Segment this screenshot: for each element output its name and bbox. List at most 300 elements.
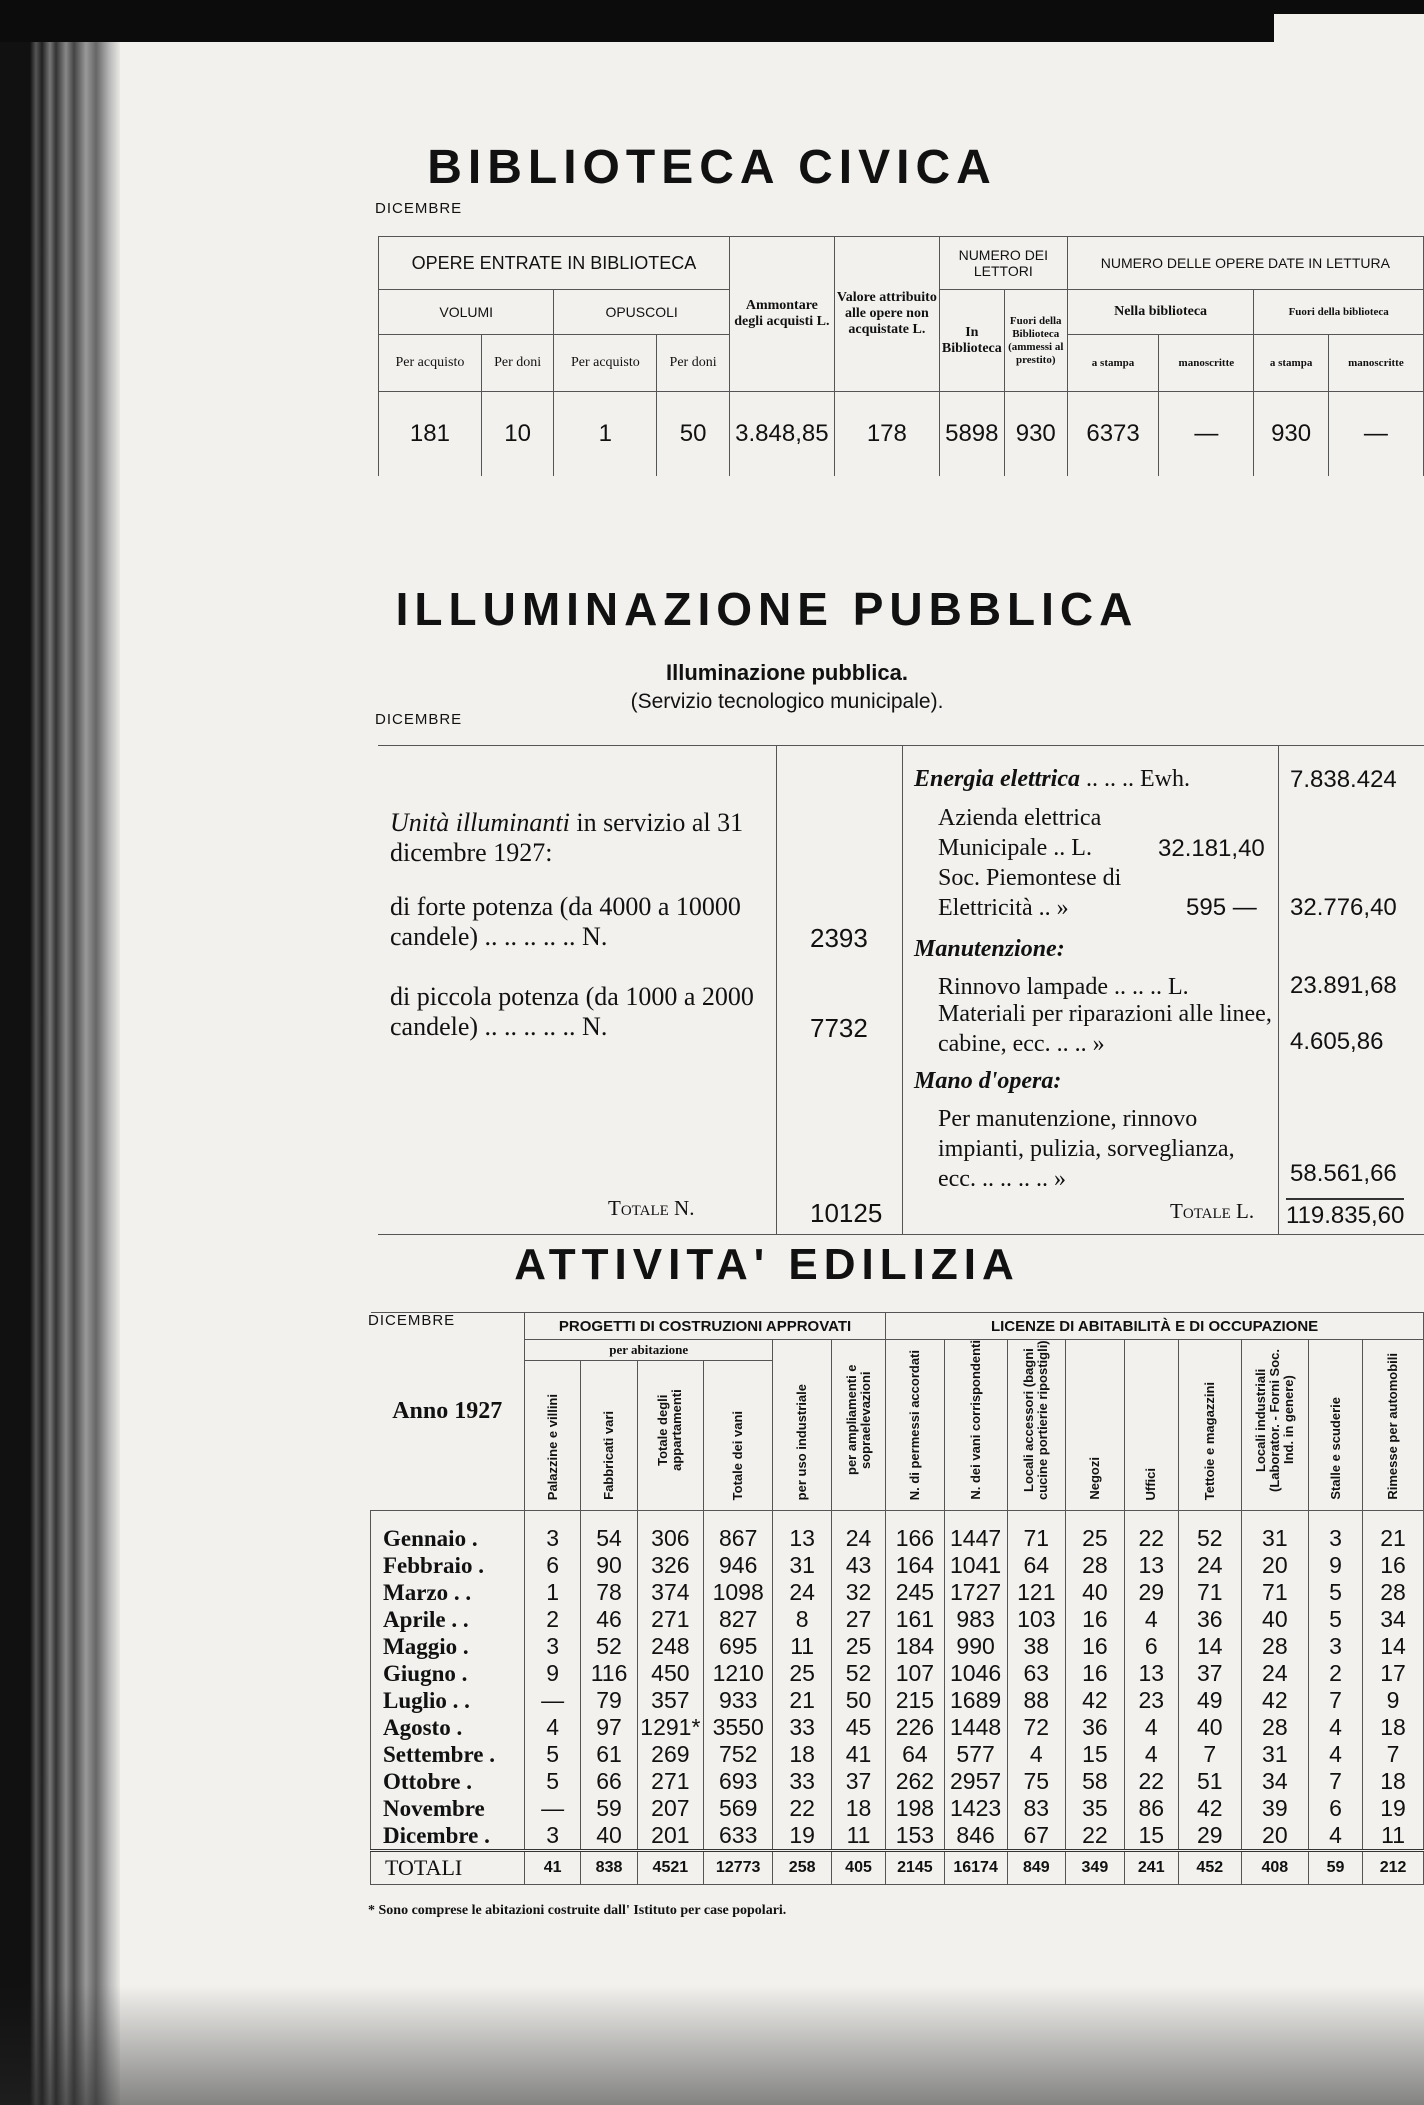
table-cell: 24 — [773, 1579, 832, 1606]
total-cell: 41 — [524, 1851, 580, 1885]
table-cell: 33 — [773, 1714, 832, 1741]
table-cell: 946 — [703, 1552, 772, 1579]
fuori-biblioteca-header: Fuori della Biblioteca (ammessi al prestito) — [1004, 290, 1067, 392]
illuminazione-month: DICEMBRE — [375, 711, 463, 728]
table-cell: 990 — [944, 1633, 1007, 1660]
table-cell: 6 — [524, 1552, 580, 1579]
per-manut-value: 58.561,66 — [1290, 1160, 1397, 1187]
table-cell: 4 — [1308, 1741, 1362, 1768]
month-label: Novembre — [371, 1795, 525, 1822]
table-cell: 14 — [1178, 1633, 1241, 1660]
rinnovo-label: Rinnovo lampade .. .. .. L. — [938, 974, 1189, 1000]
soc-value: 595 — — [1186, 894, 1257, 921]
table-cell: 1291* — [637, 1714, 703, 1741]
table-cell: 3 — [1308, 1633, 1362, 1660]
scan-bottom-shade — [0, 1985, 1424, 2105]
table-cell: 16 — [1363, 1552, 1424, 1579]
table-cell: 14 — [1363, 1633, 1424, 1660]
azienda-value: 32.181,40 — [1158, 835, 1265, 862]
table-cell: 8 — [773, 1606, 832, 1633]
total-cell: 849 — [1007, 1851, 1066, 1885]
table-cell: 13 — [1124, 1552, 1178, 1579]
table-cell: 52 — [1178, 1511, 1241, 1553]
table-cell: 43 — [831, 1552, 885, 1579]
table-cell: 18 — [1363, 1768, 1424, 1795]
table-cell: 1727 — [944, 1579, 1007, 1606]
in-biblioteca-header: In Biblioteca — [939, 290, 1004, 392]
table-cell: 1423 — [944, 1795, 1007, 1822]
col-header: Totale degli appartamenti — [655, 1389, 685, 1472]
table-cell: 262 — [886, 1768, 945, 1795]
table-cell: 23 — [1124, 1687, 1178, 1714]
edilizia-table — [370, 1312, 1424, 1885]
table-cell: 107 — [886, 1660, 945, 1687]
table-row — [371, 1687, 1424, 1714]
totale-l-label: Totale L. — [1170, 1199, 1255, 1223]
table-cell: 51 — [1178, 1768, 1241, 1795]
table-cell: 75 — [1007, 1768, 1066, 1795]
table-cell: 207 — [637, 1795, 703, 1822]
numero-lettori-header: NUMERO DEI LETTORI — [939, 237, 1067, 290]
table-cell: 271 — [637, 1768, 703, 1795]
table-cell: 58 — [1066, 1768, 1125, 1795]
table-cell: 25 — [1066, 1511, 1125, 1553]
biblioteca-title: BIBLIOTECA CIVICA — [427, 141, 997, 194]
table-cell: 79 — [581, 1687, 637, 1714]
table-cell: 66 — [581, 1768, 637, 1795]
table-cell: 7 — [1308, 1687, 1362, 1714]
table-cell: 846 — [944, 1822, 1007, 1851]
col-header: N. di permessi accordati — [906, 1349, 922, 1500]
table-cell: 5 — [524, 1768, 580, 1795]
vol-doni-header: Per doni — [481, 335, 554, 392]
opere-header: OPERE ENTRATE IN BIBLIOTECA — [379, 237, 730, 290]
month-label: Aprile . . — [371, 1606, 525, 1633]
bib-value: 930 — [1004, 392, 1067, 477]
table-cell: 13 — [1124, 1660, 1178, 1687]
table-cell: 49 — [1178, 1687, 1241, 1714]
col-header: Totale dei vani — [730, 1410, 746, 1500]
table-cell: 6 — [1308, 1795, 1362, 1822]
table-cell: 27 — [831, 1606, 885, 1633]
table-cell: 34 — [1241, 1768, 1308, 1795]
valore-header: Valore attribuito alle opere non acquistate L. — [834, 237, 939, 392]
table-cell: 22 — [1066, 1822, 1125, 1851]
table-cell: 450 — [637, 1660, 703, 1687]
table-cell: 1689 — [944, 1687, 1007, 1714]
opuscoli-header: OPUSCOLI — [554, 290, 729, 335]
col-header: per ampliamenti e sopraelevazioni — [843, 1364, 873, 1476]
table-cell: 3550 — [703, 1714, 772, 1741]
table-cell: 2 — [524, 1606, 580, 1633]
table-cell: 11 — [773, 1633, 832, 1660]
table-row — [371, 1822, 1424, 1851]
azienda-label: Azienda elettrica Municipale .. L. — [938, 805, 1102, 861]
table-cell: 4 — [1007, 1741, 1066, 1768]
total-cell: 212 — [1363, 1851, 1424, 1885]
table-cell: 827 — [703, 1606, 772, 1633]
table-cell: 1041 — [944, 1552, 1007, 1579]
table-cell: 226 — [886, 1714, 945, 1741]
table-cell: 29 — [1178, 1822, 1241, 1851]
table-cell: 15 — [1066, 1741, 1125, 1768]
edilizia-title: ATTIVITA' EDILIZIA — [514, 1240, 1020, 1289]
numero-opere-header: NUMERO DELLE OPERE DATE IN LETTURA — [1067, 237, 1423, 290]
materiali-label: Materiali per riparazioni alle linee, cabine, ecc. .. .. » — [938, 1001, 1272, 1057]
table-cell: 52 — [581, 1633, 637, 1660]
total-cell: 241 — [1124, 1851, 1178, 1885]
table-cell: 37 — [831, 1768, 885, 1795]
month-label: Settembre . — [371, 1741, 525, 1768]
table-cell: 40 — [581, 1822, 637, 1851]
bib-value: 50 — [657, 392, 730, 477]
table-cell: 18 — [773, 1741, 832, 1768]
table-cell: 18 — [1363, 1714, 1424, 1741]
table-cell: 306 — [637, 1511, 703, 1553]
book-spine-edge — [0, 42, 120, 2105]
table-cell: 116 — [581, 1660, 637, 1687]
table-cell: 4 — [1124, 1606, 1178, 1633]
table-cell: 29 — [1124, 1579, 1178, 1606]
total-cell: 4521 — [637, 1851, 703, 1885]
table-cell: 9 — [1308, 1552, 1362, 1579]
table-cell: 42 — [1241, 1687, 1308, 1714]
table-cell: 1447 — [944, 1511, 1007, 1553]
totale-n-value: 10125 — [810, 1198, 883, 1228]
table-cell: 71 — [1007, 1511, 1066, 1553]
progetti-header: PROGETTI DI COSTRUZIONI APPROVATI — [524, 1313, 885, 1340]
edilizia-month: DICEMBRE — [368, 1312, 456, 1329]
table-cell: 933 — [703, 1687, 772, 1714]
energia-value: 7.838.424 — [1290, 766, 1397, 793]
table-cell: — — [524, 1795, 580, 1822]
table-cell: 16 — [1066, 1660, 1125, 1687]
table-row — [371, 1552, 1424, 1579]
mano-label: Mano d'opera: — [914, 1068, 1062, 1094]
table-cell: 121 — [1007, 1579, 1066, 1606]
table-cell: 40 — [1241, 1606, 1308, 1633]
table-cell: 695 — [703, 1633, 772, 1660]
month-label: Marzo . . — [371, 1579, 525, 1606]
month-label: Luglio . . — [371, 1687, 525, 1714]
bib-value: 178 — [834, 392, 939, 477]
col-header: Negozi — [1086, 1457, 1102, 1500]
scan-top-border — [0, 0, 1424, 42]
table-cell: 752 — [703, 1741, 772, 1768]
table-cell: 161 — [886, 1606, 945, 1633]
illuminazione-subtitle: Illuminazione pubblica. — [665, 660, 909, 685]
table-cell: 72 — [1007, 1714, 1066, 1741]
table-cell: 83 — [1007, 1795, 1066, 1822]
table-cell: 24 — [1241, 1660, 1308, 1687]
table-cell: 3 — [524, 1633, 580, 1660]
table-cell: 271 — [637, 1606, 703, 1633]
table-cell: 31 — [1241, 1511, 1308, 1553]
table-cell: 64 — [886, 1741, 945, 1768]
footnote: * Sono comprese le abitazioni costruite dall' Istituto per case popolari. — [368, 1903, 787, 1918]
month-label: Giugno . — [371, 1660, 525, 1687]
table-cell: 20 — [1241, 1552, 1308, 1579]
total-cell: 258 — [773, 1851, 832, 1885]
table-cell: — — [524, 1687, 580, 1714]
forte-value: 2393 — [810, 923, 868, 953]
table-cell: 97 — [581, 1714, 637, 1741]
table-cell: 3 — [1308, 1511, 1362, 1553]
table-cell: 103 — [1007, 1606, 1066, 1633]
table-cell: 45 — [831, 1714, 885, 1741]
table-cell: 2957 — [944, 1768, 1007, 1795]
table-cell: 5 — [524, 1741, 580, 1768]
table-cell: 1046 — [944, 1660, 1007, 1687]
table-cell: 248 — [637, 1633, 703, 1660]
table-cell: 36 — [1178, 1606, 1241, 1633]
table-cell: 4 — [1308, 1822, 1362, 1851]
table-cell: 28 — [1066, 1552, 1125, 1579]
totali-row — [371, 1851, 1424, 1885]
table-cell: 34 — [1363, 1606, 1424, 1633]
totali-label: TOTALI — [371, 1851, 525, 1885]
table-cell: 4 — [524, 1714, 580, 1741]
table-cell: 7 — [1308, 1768, 1362, 1795]
scan-corner — [1274, 14, 1424, 46]
bib-value: 6373 — [1067, 392, 1159, 477]
table-cell: 24 — [1178, 1552, 1241, 1579]
month-label: Ottobre . — [371, 1768, 525, 1795]
table-cell: 983 — [944, 1606, 1007, 1633]
table-cell: 201 — [637, 1822, 703, 1851]
total-cell: 405 — [831, 1851, 885, 1885]
month-label: Agosto . — [371, 1714, 525, 1741]
table-cell: 24 — [831, 1511, 885, 1553]
table-cell: 50 — [831, 1687, 885, 1714]
table-cell: 184 — [886, 1633, 945, 1660]
table-cell: 11 — [1363, 1822, 1424, 1851]
table-cell: 38 — [1007, 1633, 1066, 1660]
table-cell: 1210 — [703, 1660, 772, 1687]
month-label: Maggio . — [371, 1633, 525, 1660]
edilizia-body — [371, 1511, 1424, 1851]
table-cell: 46 — [581, 1606, 637, 1633]
col-header: Palazzine e villini — [544, 1393, 560, 1500]
table-cell: 16 — [1066, 1633, 1125, 1660]
table-cell: 67 — [1007, 1822, 1066, 1851]
nella-biblioteca-header: Nella biblioteca — [1067, 290, 1254, 335]
table-cell: 17 — [1363, 1660, 1424, 1687]
table-cell: 11 — [831, 1822, 885, 1851]
table-row — [371, 1511, 1424, 1553]
bib-value: 181 — [379, 392, 482, 477]
table-cell: 78 — [581, 1579, 637, 1606]
fuori-manoscritte-header: manoscritte — [1328, 335, 1423, 392]
table-cell: 357 — [637, 1687, 703, 1714]
table-cell: 7 — [1363, 1741, 1424, 1768]
month-label: Febbraio . — [371, 1552, 525, 1579]
rinnovo-value: 23.891,68 — [1290, 972, 1397, 999]
table-row — [371, 1795, 1424, 1822]
energia-total: 32.776,40 — [1290, 894, 1397, 921]
ammontare-header: Ammontare degli acquisti L. — [729, 237, 834, 392]
table-cell: 1098 — [703, 1579, 772, 1606]
table-cell: 21 — [773, 1687, 832, 1714]
table-cell: 215 — [886, 1687, 945, 1714]
anno-header: Anno 1927 — [371, 1313, 525, 1511]
table-cell: 9 — [1363, 1687, 1424, 1714]
table-cell: 86 — [1124, 1795, 1178, 1822]
licenze-header: LICENZE DI ABITABILITÀ E DI OCCUPAZIONE — [886, 1313, 1424, 1340]
table-row — [371, 1579, 1424, 1606]
table-cell: 166 — [886, 1511, 945, 1553]
table-cell: 63 — [1007, 1660, 1066, 1687]
table-cell: 36 — [1066, 1714, 1125, 1741]
table-cell: 20 — [1241, 1822, 1308, 1851]
nella-manoscritte-header: manoscritte — [1159, 335, 1254, 392]
table-cell: 198 — [886, 1795, 945, 1822]
table-cell: 22 — [1124, 1768, 1178, 1795]
biblioteca-table — [378, 236, 1424, 476]
energia-label: Energia elettrica — [914, 766, 1080, 792]
vol-acquisto-header: Per acquisto — [379, 335, 482, 392]
table-row — [371, 1606, 1424, 1633]
table-cell: 4 — [1124, 1714, 1178, 1741]
table-cell: 32 — [831, 1579, 885, 1606]
table-cell: 245 — [886, 1579, 945, 1606]
bib-value: 930 — [1254, 392, 1328, 477]
table-cell: 693 — [703, 1768, 772, 1795]
table-cell: 71 — [1241, 1579, 1308, 1606]
table-cell: 3 — [524, 1511, 580, 1553]
table-cell: 31 — [773, 1552, 832, 1579]
illuminazione-title: ILLUMINAZIONE PUBBLICA — [395, 583, 1139, 635]
table-cell: 21 — [1363, 1511, 1424, 1553]
manutenzione-label: Manutenzione: — [914, 936, 1065, 962]
bib-value: 3.848,85 — [729, 392, 834, 477]
table-cell: 42 — [1178, 1795, 1241, 1822]
col-header: per uso industriale — [794, 1383, 810, 1500]
table-cell: 374 — [637, 1579, 703, 1606]
col-header: Locali accessori (bagni cucine portierie ripostigli) — [1021, 1340, 1051, 1500]
table-cell: 19 — [773, 1822, 832, 1851]
table-cell: 9 — [524, 1660, 580, 1687]
table-cell: 2 — [1308, 1660, 1362, 1687]
bib-value: 1 — [554, 392, 657, 477]
nella-stampa-header: a stampa — [1067, 335, 1159, 392]
table-row — [371, 1714, 1424, 1741]
col-header: Rimesse per automobili — [1385, 1353, 1401, 1500]
table-cell: 4 — [1124, 1741, 1178, 1768]
fuori-della-header: Fuori della biblioteca — [1254, 290, 1424, 335]
col-header: Stalle e scuderie — [1327, 1397, 1343, 1500]
col-header: Fabbricati vari — [601, 1411, 617, 1500]
table-cell: 153 — [886, 1822, 945, 1851]
col-header: N. dei vani corrispondenti — [967, 1340, 983, 1500]
table-cell: 4 — [1308, 1714, 1362, 1741]
table-cell: 326 — [637, 1552, 703, 1579]
table-cell: 6 — [1124, 1633, 1178, 1660]
table-cell: 25 — [831, 1633, 885, 1660]
total-cell: 452 — [1178, 1851, 1241, 1885]
total-cell: 16174 — [944, 1851, 1007, 1885]
table-cell: 164 — [886, 1552, 945, 1579]
table-cell: 37 — [1178, 1660, 1241, 1687]
piccola-value: 7732 — [810, 1013, 868, 1043]
table-cell: 1 — [524, 1579, 580, 1606]
table-row — [371, 1741, 1424, 1768]
col-header: Tettoie e magazzini — [1201, 1381, 1217, 1500]
totale-n-label: Totale N. — [608, 1196, 695, 1220]
forte-label: di forte potenza (da 4000 a 10000 candele) .. .. .. .. .. N. — [390, 892, 741, 951]
total-cell: 2145 — [886, 1851, 945, 1885]
bib-value: — — [1159, 392, 1254, 477]
table-row — [371, 1768, 1424, 1795]
table-cell: 3 — [524, 1822, 580, 1851]
illuminazione-subtitle2: (Servizio tecnologico municipale). — [630, 690, 944, 713]
col-header: Locali industriali (Laborator. - Forni Soc. Ind. in genere) — [1252, 1348, 1296, 1492]
table-cell: 18 — [831, 1795, 885, 1822]
table-cell: 25 — [773, 1660, 832, 1687]
totale-l-value: 119.835,60 — [1286, 1198, 1404, 1230]
table-cell: 867 — [703, 1511, 772, 1553]
table-cell: 40 — [1066, 1579, 1125, 1606]
table-cell: 31 — [1241, 1741, 1308, 1768]
bib-value: 10 — [481, 392, 554, 477]
table-cell: 35 — [1066, 1795, 1125, 1822]
per-manut-label: Per manutenzione, rinnovo impianti, pulizia, sorveglianza, ecc. .. .. .. .. » — [938, 1106, 1235, 1192]
total-cell: 838 — [581, 1851, 637, 1885]
table-cell: 633 — [703, 1822, 772, 1851]
per-abitazione-header: per abitazione — [524, 1340, 772, 1361]
table-cell: 90 — [581, 1552, 637, 1579]
table-cell: 40 — [1178, 1714, 1241, 1741]
table-cell: 28 — [1363, 1579, 1424, 1606]
soc-label: Soc. Piemontese di Elettricità .. » — [938, 865, 1122, 921]
total-cell: 408 — [1241, 1851, 1308, 1885]
month-label: Gennaio . — [371, 1511, 525, 1553]
biblioteca-month: DICEMBRE — [375, 200, 463, 217]
energia-dots: .. .. .. Ewh. — [1085, 766, 1190, 792]
table-cell: 577 — [944, 1741, 1007, 1768]
total-cell: 59 — [1308, 1851, 1362, 1885]
total-cell: 349 — [1066, 1851, 1125, 1885]
table-cell: 64 — [1007, 1552, 1066, 1579]
table-cell: 42 — [1066, 1687, 1125, 1714]
col-header: Uffici — [1143, 1467, 1159, 1500]
month-label: Dicembre . — [371, 1822, 525, 1851]
table-cell: 33 — [773, 1768, 832, 1795]
table-row — [371, 1633, 1424, 1660]
table-cell: 61 — [581, 1741, 637, 1768]
table-row — [371, 1660, 1424, 1687]
table-cell: 88 — [1007, 1687, 1066, 1714]
table-cell: 41 — [831, 1741, 885, 1768]
table-cell: 71 — [1178, 1579, 1241, 1606]
unita-rest: in servizio al 31 dicembre 1927: — [390, 808, 744, 867]
unita-label: Unità illuminanti — [390, 808, 570, 837]
table-cell: 59 — [581, 1795, 637, 1822]
opu-acquisto-header: Per acquisto — [554, 335, 657, 392]
fuori-stampa-header: a stampa — [1254, 335, 1328, 392]
materiali-value: 4.605,86 — [1290, 1028, 1384, 1055]
table-cell: 54 — [581, 1511, 637, 1553]
table-cell: 15 — [1124, 1822, 1178, 1851]
illuminazione-box — [378, 745, 1424, 1235]
table-cell: 28 — [1241, 1714, 1308, 1741]
table-cell: 5 — [1308, 1606, 1362, 1633]
table-cell: 39 — [1241, 1795, 1308, 1822]
table-cell: 19 — [1363, 1795, 1424, 1822]
total-cell: 12773 — [703, 1851, 772, 1885]
table-cell: 269 — [637, 1741, 703, 1768]
table-cell: 1448 — [944, 1714, 1007, 1741]
